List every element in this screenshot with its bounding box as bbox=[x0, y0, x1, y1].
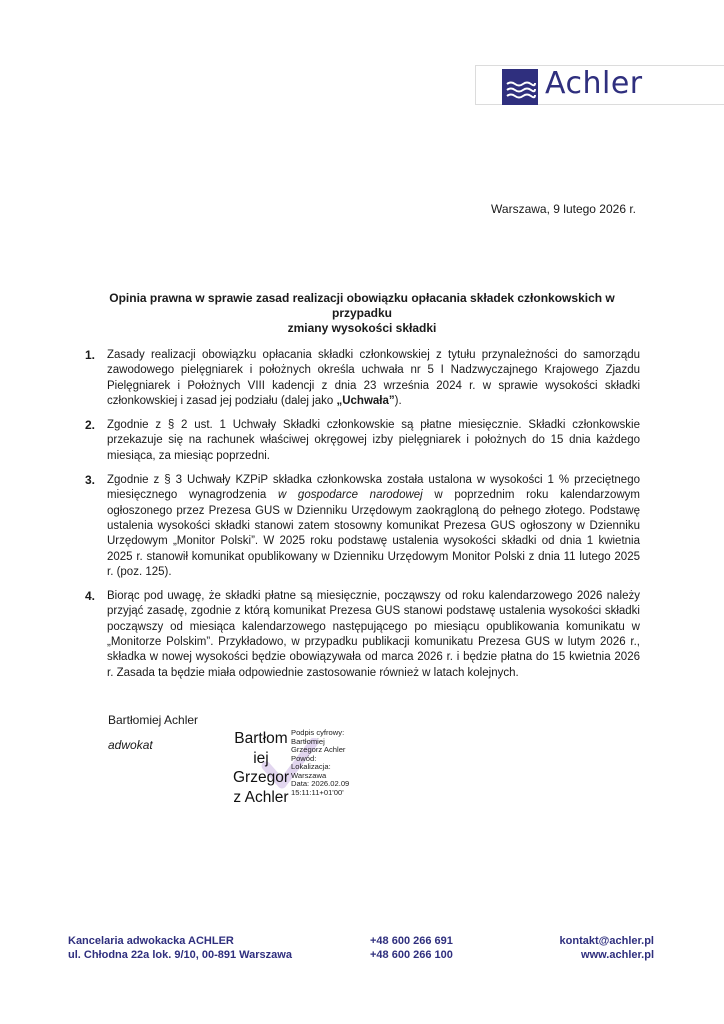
list-item bbox=[85, 418, 640, 464]
footer-website-link[interactable]: www.achler.pl bbox=[581, 949, 654, 961]
digital-signature-details bbox=[291, 729, 369, 797]
item-italic-phrase: w gospodarce narodowej bbox=[277, 489, 423, 502]
list-item bbox=[85, 473, 640, 580]
letter-date: Warszawa, 9 lutego 2026 r. bbox=[491, 202, 636, 216]
signatory-role: adwokat bbox=[108, 738, 153, 752]
achler-waves-logo-icon bbox=[502, 69, 538, 105]
item-text-part: Zasady realizacji obowiązku opłacania składki członkowskiej z tytułu przynależności do samorządu zawodowego pielęgniarek i położnych określa uchwała nr 5 I Nadzwyczajnego Krajowego Zjazdu Pielęgniarek i Położnych VIII kadencji z dnia 23 września 2024 r. w sprawie wysokości składki członkowskiej i zasad jej podziału (dalej jako bbox=[107, 349, 640, 407]
footer-phones bbox=[370, 934, 453, 962]
logo-text: Achler bbox=[545, 66, 643, 101]
signature-name-line: z Achler bbox=[233, 788, 289, 806]
footer-phone: +48 600 266 691 bbox=[370, 935, 453, 947]
item-text-part: w poprzednim roku kalendarzowym ogłoszonego przez Prezesa GUS w Dzienniku Urzędowym zaokrągloną do pełnego złotego. Podstawę ustalenia wysokości składki stanowi zatem stosowny komunikat Prezesa GUS ogłoszony w Dzienniku Urzędowym „Monitor Polski”. W 2025 roku podstawę ustalenia wysokości składki od dnia 1 kwietnia 2025 r. stanowił komunikat opublikowany w Dzienniku Urzędowym Monitor Polski z dnia 11 lutego 2025 r. (poz. 125). bbox=[107, 489, 640, 578]
title-line-2: zmiany wysokości składki bbox=[287, 321, 437, 335]
item-text-part: ). bbox=[394, 394, 402, 407]
item-text-part: Zgodnie z § 3 Uchwały KZPiP składka członkowska została ustalona w wysokości 1 % przeciętnego miesięcznego wynagrodzenia bbox=[107, 474, 640, 502]
signature-detail-line: Podpis cyfrowy: bbox=[291, 728, 345, 737]
footer-phone: +48 600 266 100 bbox=[370, 949, 453, 961]
signature-detail-line: Powód: bbox=[291, 753, 317, 763]
title-line-1: Opinia prawna w sprawie zasad realizacji obowiązku opłacania składek członkowskich w przypadku bbox=[109, 291, 615, 320]
signature-detail-line: Lokalizacja: bbox=[291, 762, 331, 771]
item-text: Biorąc pod uwagę, że składki płatne są miesięcznie, począwszy od roku kalendarzowego 2026 należy przyjąć zasadę, zgodnie z którą komunikat Prezesa GUS stanowi podstawę ustalenia wysokości składki począwszy od miesiąca kalendarzowego następującego po miesiącu opublikowania komunikatu w „Monitorze Polskim”. Przykładowo, w przypadku publikacji komunikatu Prezesa GUS w lutym 2026 r., składka w nowej wysokości będzie obowiązywała od marca 2026 r. i będzie płatna do 15 kwietnia 2026 r. Zasada ta będzie miała odpowiednie zastosowanie również w latach kolejnych. bbox=[107, 590, 640, 679]
signature-detail-line: Data: 2026.02.09 bbox=[291, 779, 350, 788]
item-number: 3. bbox=[85, 473, 96, 488]
signature-name-line: Bartłom bbox=[234, 730, 288, 747]
item-text: Zgodnie z § 2 ust. 1 Uchwały Składki członkowskie są płatne miesięcznie. Składki członkowskie przekazuje się na rachunek właściwej okręgowej izby pielęgniarek i położnych do 15 dnia każdego miesiąca, za miesiąc poprzedni. bbox=[107, 419, 640, 462]
document-title bbox=[90, 291, 634, 336]
signature-detail-line: Bartłomiej bbox=[291, 736, 325, 746]
footer-firm-name: Kancelaria adwokacka ACHLER bbox=[68, 935, 234, 947]
footer-contact bbox=[560, 934, 654, 962]
footer-firm-info bbox=[68, 934, 292, 962]
signature-name-line: iej bbox=[253, 749, 269, 767]
footer-email-link[interactable]: kontakt@achler.pl bbox=[559, 935, 654, 947]
opinion-points-list bbox=[85, 348, 640, 681]
list-item bbox=[85, 348, 640, 409]
item-number: 4. bbox=[85, 589, 96, 604]
signatory-name: Bartłomiej Achler bbox=[108, 713, 199, 727]
signature-detail-line: Grzegorz Achler bbox=[291, 745, 346, 754]
item-defined-term: „Uchwała” bbox=[336, 394, 395, 407]
list-item bbox=[85, 589, 640, 681]
item-text bbox=[107, 473, 640, 580]
signature-name-line: Grzegor bbox=[233, 769, 289, 786]
item-number: 1. bbox=[85, 348, 96, 362]
item-text bbox=[107, 348, 640, 409]
signature-detail-line: Warszawa bbox=[291, 770, 327, 780]
digital-signature-name bbox=[232, 729, 290, 807]
signature-detail-line: 15:11:11+01'00' bbox=[291, 787, 344, 797]
footer-address: ul. Chłodna 22a lok. 9/10, 00-891 Warszawa bbox=[68, 949, 292, 961]
item-number: 2. bbox=[85, 418, 96, 433]
